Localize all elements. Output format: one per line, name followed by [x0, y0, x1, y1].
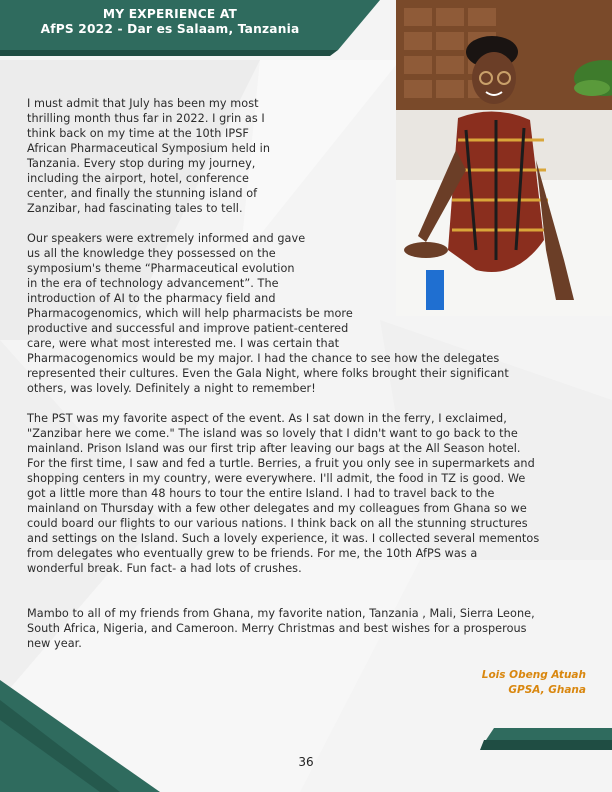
title-line-2: AfPS 2022 - Dar es Salaam, Tanzania	[40, 21, 300, 36]
paragraph-2: Our speakers were extremely informed and gave us all the knowledge they possessed on the symposium's theme “Pharmaceutical evolution in the era of technology advancement”. The introduction of AI to the pharmacy field and Pharmacogenomics, which will help pharmacists be more productive and successful and improve patient-centered care, were what most interested me. I was certain that Pharmacogenomics would be my major. I had the chance to see how the delegates represented their cultures. Even the Gala Night, where folks brought their significant others, was lovely. Definitely a night to remember!	[27, 232, 509, 395]
article-body	[27, 96, 587, 666]
corner-decoration-left	[0, 680, 180, 792]
author-affiliation: GPSA, Ghana	[508, 684, 586, 696]
signature	[482, 668, 586, 698]
title-line-1: MY EXPERIENCE AT	[102, 7, 238, 21]
paragraph-1: I must admit that July has been my most thrilling month thus far in 2022. I grin as I think back on my time at the 10th IPSF African Pharmaceutical Symposium held in Tanzania. Every stop during my journey, including the airport, hotel, conference center, and finally the stunning island of Zanzibar, had fascinating tales to tell.	[27, 97, 271, 215]
page-number: 36	[298, 755, 314, 769]
page-title	[0, 7, 340, 36]
paragraph-4: Mambo to all of my friends from Ghana, my favorite nation, Tanzania , Mali, Sierra Leone, South Africa, Nigeria, and Cameroon. Merry Christmas and best wishes for a prosperous new year.	[27, 607, 535, 650]
paragraph-3: The PST was my favorite aspect of the event. As I sat down in the ferry, I exclaimed, "Zanzibar here we come." The island was so lovely that I didn't want to go back to the mainland. Prison Island was our first trip after leaving our bags at the All Season hotel. For the first time, I saw and fed a turtle. Berries, a fruit you only see in supermarkets and shopping centers in my country, were everywhere. I'll admit, the food in TZ is good. We got a little more than 48 hours to tour the entire Island. I had to travel back to the mainland on Thursday with a few other delegates and my colleagues from Ghana so we could board our flights to our various nations. I think back on all the stunning structures and settings on the Island. Such a lovely experience, it was. I collected several mementos from delegates who eventually grew to be friends. For me, the 10th AfPS was a wonderful break. Fun fact- a had lots of crushes.	[27, 412, 540, 575]
author-name: Lois Obeng Atuah	[481, 669, 586, 681]
